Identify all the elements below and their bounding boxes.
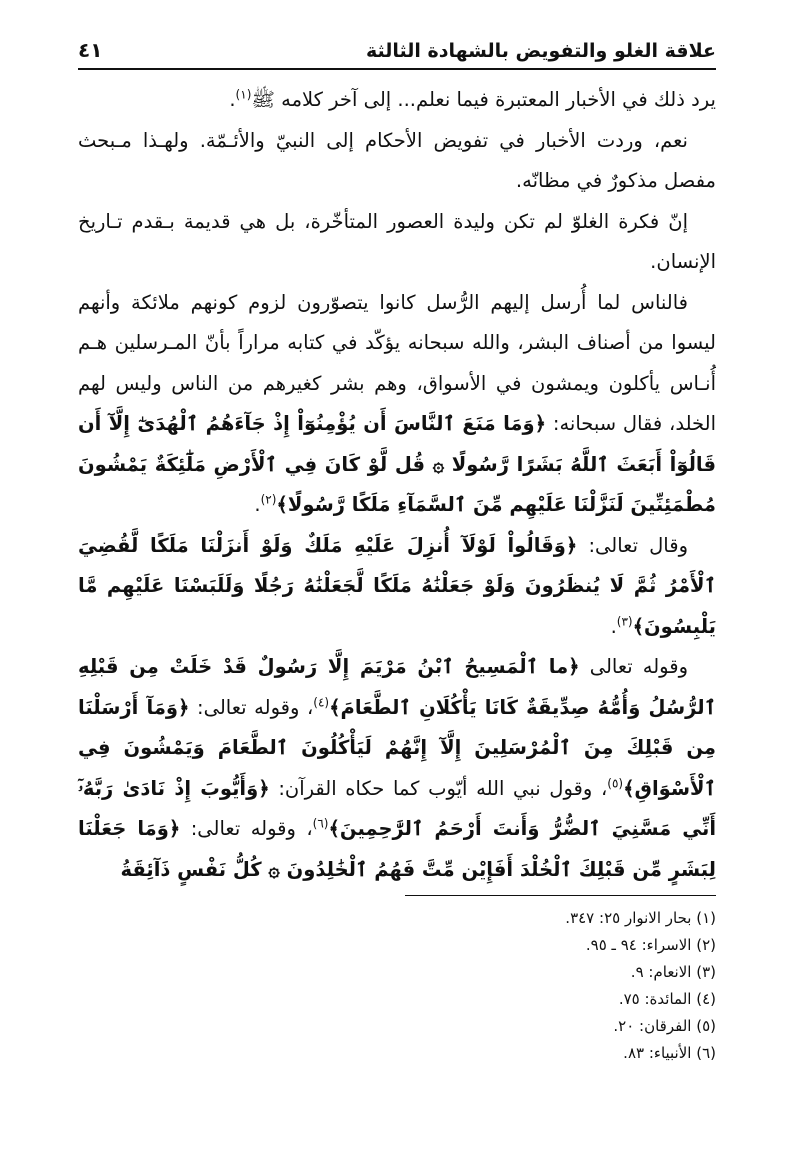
footnote-item: (٥) الفرقان: ٢٠. xyxy=(613,1017,716,1035)
footnote-ref: (٦) xyxy=(312,816,329,831)
footnote-item: (١) بحار الانوار ٢٥: ٣٤٧. xyxy=(565,909,716,927)
quran-verse: ﴿وَقَالُواْ لَوْلَآ أُنزِلَ عَلَيْهِ مَلَكٌ وَلَوْ أَنزَلْنَا مَلَكًا لَّقُضِيَ ٱلْأَمْرُ ثُمَّ لَا يُنظَرُونَ وَلَوْ جَعَلْنَٰهُ مَلَكًا لَّجَعَلْنَٰهُ رَجُلًا وَلَلَبَسْنَا عَلَيْهِم مَّا يَلْبِسُونَ﴾ xyxy=(78,533,716,638)
quran-verse: ﴿وَمَا جَعَلْنَا لِبَشَرٍ مِّن قَبْلِكَ ٱلْخُلْدَ أَفَإِيْن مِّتَّ فَهُمُ ٱلْخَٰلِدُونَ ۞ كُلُّ نَفْسٍ ذَآئِقَةُ xyxy=(78,817,716,881)
footnote-divider xyxy=(405,895,716,896)
footnotes xyxy=(300,905,716,1067)
paragraph xyxy=(78,80,716,121)
page-number: ٤١ xyxy=(78,38,103,62)
footnote-ref: (٥) xyxy=(607,776,624,790)
running-title: علاقة الغلو والتفويض بالشهادة الثالثة xyxy=(365,40,716,62)
footnote-item: (٤) المائدة: ٧٥. xyxy=(618,990,716,1008)
text-run: يرد ذلك في الأخبار المعتبرة فيما نعلم... إلى آخر كلامه ﷺ xyxy=(251,88,716,111)
quran-verse: ﴿وَمَآ أَرْسَلْنَا مِن قَبْلِكَ مِنَ ٱلْمُرْسَلِينَ إِلَّآ إِنَّهُمْ لَيَأْكُلُونَ ٱلطَّعَامَ وَيَمْشُونَ فِي ٱلْأَسْوَاقِ﴾ xyxy=(78,695,716,800)
text-run: ، وقوله تعالى: xyxy=(189,695,314,719)
text-run: . xyxy=(229,88,236,111)
text-run: . xyxy=(610,614,617,638)
text-run: وقال تعالى: xyxy=(577,533,688,557)
text-run: فالناس لما أُرسل إليهم الرُّسل كانوا يتصوّرون لزوم كونهم ملائكة وأنهم ليسوا من أصناف البشر، والله سبحانه يؤكّد في كتابه مراراً بأنّ المـرسلين هـم أُنـاس يأكلون ويمشون في الأسواق، وهم بشر كغيرهم من الناس وليس لهم الخلد، فقال سبحانه: xyxy=(78,290,716,435)
body-text xyxy=(78,80,716,890)
quran-verse: ﴿وَمَا مَنَعَ ٱلنَّاسَ أَن يُؤْمِنُوٓاْ إِذْ جَآءَهُمُ ٱلْهُدَىٰٓ إِلَّآ أَن قَالُوٓاْ أَبَعَثَ ٱللَّهُ بَشَرًا رَّسُولًا ۞ قُل لَّوْ كَانَ فِي ٱلْأَرْضِ مَلَٰٓئِكَةٌ يَمْشُونَ مُطْمَئِنِّينَ لَنَزَّلْنَا عَلَيْهِم مِّنَ ٱلسَّمَآءِ مَلَكًا رَّسُولًا﴾ xyxy=(78,412,716,516)
footnote-item: (٣) الانعام: ٩. xyxy=(630,963,716,981)
page-header xyxy=(78,26,716,70)
footnote-item: (٦) الأنبياء: ٨٣. xyxy=(623,1044,716,1062)
paragraph xyxy=(78,202,716,283)
text-run: وقوله تعالى xyxy=(579,655,688,678)
text-run: ، وقول نبي الله أيّوب كما حكاه القرآن: xyxy=(269,776,608,800)
footnote-ref: (٢) xyxy=(260,492,277,507)
quran-verse: ﴿ما ٱلْمَسِيحُ ٱبْنُ مَرْيَمَ إِلَّا رَسُولٌ قَدْ خَلَتْ مِن قَبْلِهِ ٱلرُّسُلُ وَأُمُّهُ صِدِّيقَةٌ كَانَا يَأْكُلَانِ ٱلطَّعَامَ﴾ xyxy=(78,655,716,719)
text-run: . xyxy=(254,493,261,516)
text-run: نعم، وردت الأخبار في تفويض الأحكام إلى النبيّ والأئـمّة. ولهـذا مـبحث مفصل مذكورٌ في مظانّه. xyxy=(78,128,716,192)
footnote-ref: (٣) xyxy=(616,614,633,628)
footnote-item: (٢) الاسراء: ٩٤ ـ ٩٥. xyxy=(585,936,716,954)
footnote-ref: (٤) xyxy=(313,695,330,709)
paragraph xyxy=(78,647,716,890)
quran-verse: ﴿وَأَيُّوبَ إِذْ نَادَىٰ رَبَّهُۥٓ أَنِّي مَسَّنِيَ ٱلضُّرُّ وَأَنتَ أَرْحَمُ ٱلرَّٰحِمِينَ﴾ xyxy=(78,776,716,840)
paragraph xyxy=(78,121,716,202)
text-run: ، وقوله تعالى: xyxy=(180,817,313,840)
text-run: إنّ فكرة الغلوّ لم تكن وليدة العصور المتأخّرة، بل هي قديمة بـقدم تـاريخ الإنسان. xyxy=(78,209,716,273)
paragraph xyxy=(78,283,716,526)
footnote-ref: (١) xyxy=(235,87,252,102)
paragraph xyxy=(78,526,716,648)
